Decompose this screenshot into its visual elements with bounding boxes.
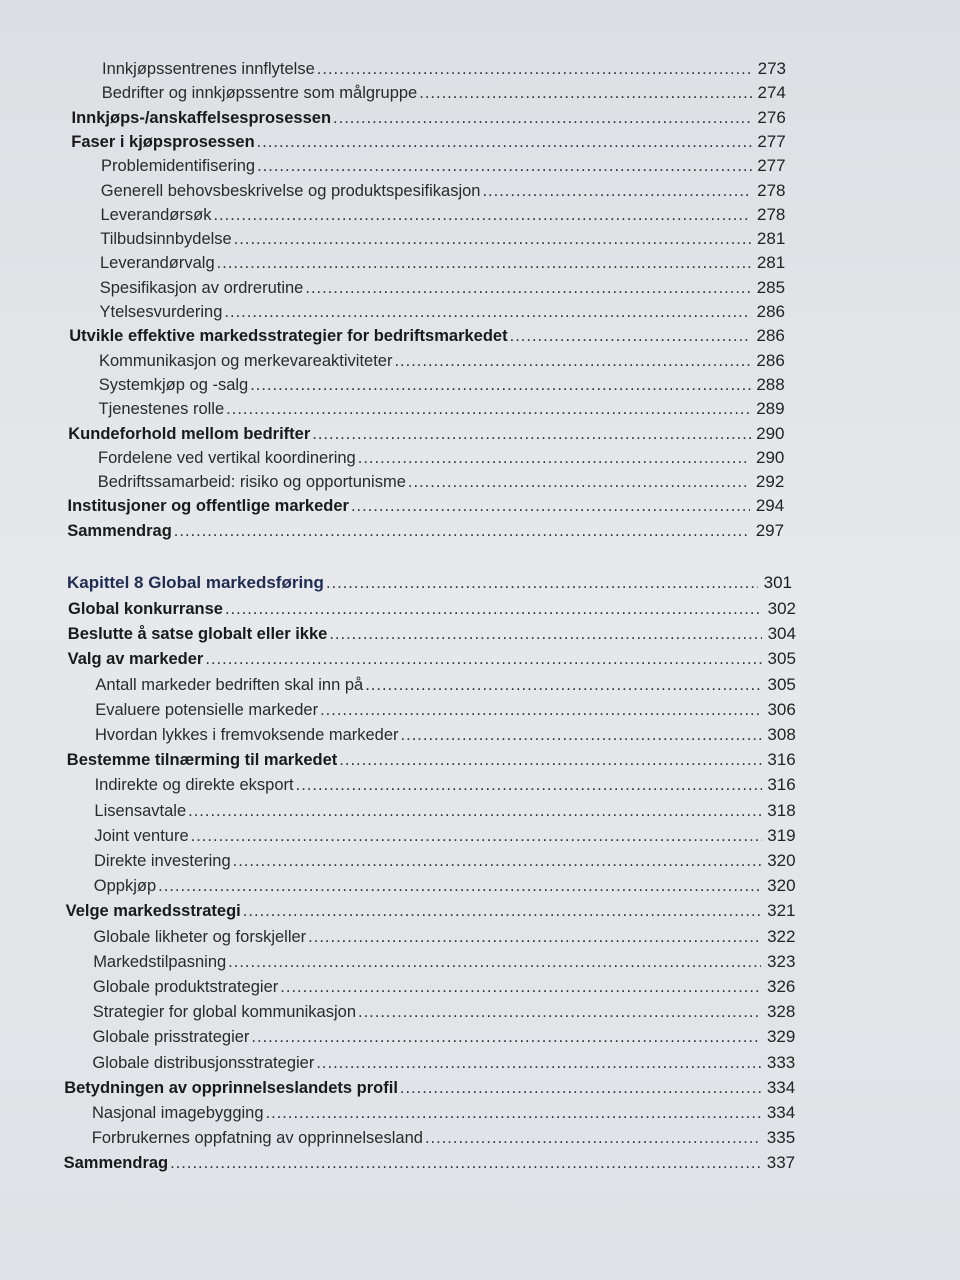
dot-leader — [482, 180, 751, 202]
dot-leader — [224, 301, 751, 323]
dot-leader — [228, 951, 761, 973]
page-number: 326 — [767, 977, 796, 996]
page-number: 301 — [763, 573, 792, 592]
page-number: 320 — [767, 851, 796, 870]
toc-section-entry — [68, 598, 796, 620]
toc-subsection-entry — [93, 976, 795, 998]
entry-title: Tilbudsinnbydelse — [100, 230, 232, 249]
dot-leader — [226, 398, 750, 420]
toc-section-entry — [66, 900, 796, 922]
dot-leader — [316, 1052, 761, 1074]
entry-title: Tjenestenes rolle — [98, 400, 225, 419]
dot-leader — [205, 648, 762, 670]
dot-leader — [233, 850, 762, 872]
toc-subsection-entry — [100, 277, 785, 299]
entry-title: Sammendrag — [63, 1154, 169, 1173]
toc-section-entry — [64, 1077, 795, 1099]
toc-subsection-entry — [99, 374, 785, 396]
dot-leader — [351, 495, 750, 517]
entry-title: Bedrifter og innkjøpssentre som målgruppe — [101, 84, 418, 103]
page-number: 334 — [766, 1103, 796, 1122]
toc-subsection-entry — [93, 1026, 796, 1048]
entry-title: Globale prisstrategier — [92, 1028, 250, 1047]
entry-title: Faser i kjøpsprosessen — [71, 132, 255, 151]
page-number: 318 — [767, 800, 796, 820]
dot-leader — [358, 447, 751, 469]
page-number: 278 — [757, 204, 786, 224]
entry-title: Direkte investering — [94, 852, 231, 870]
toc-subsection-entry — [101, 204, 786, 226]
toc-subsection-entry — [95, 699, 796, 721]
dot-leader — [317, 58, 752, 80]
toc-subsection-entry — [94, 850, 796, 872]
entry-title: Markedstilpasning — [93, 952, 227, 971]
page-number: 308 — [767, 725, 796, 744]
dot-leader — [339, 749, 761, 771]
entry-title: Forbrukernes oppfatning av opprinnelsesland — [91, 1129, 423, 1148]
toc-subsection-entry — [98, 471, 785, 493]
dot-leader — [266, 1102, 762, 1124]
toc-section-entry — [68, 648, 796, 670]
toc-subsection-entry — [101, 180, 786, 202]
page-number: 320 — [767, 876, 796, 896]
dot-leader — [257, 131, 752, 153]
dot-leader — [419, 82, 752, 104]
entry-title: Global konkurranse — [68, 600, 223, 618]
page-number: 286 — [756, 326, 785, 346]
entry-title: Velge markedsstrategi — [65, 902, 241, 921]
entry-title: Joint venture — [94, 826, 189, 845]
page-number: 277 — [757, 156, 786, 176]
dot-leader — [425, 1127, 761, 1149]
page-number: 305 — [767, 649, 796, 669]
dot-leader — [257, 155, 752, 177]
toc-subsection-entry — [95, 774, 796, 796]
page-number: 335 — [766, 1128, 796, 1148]
toc-subsection-entry — [94, 800, 795, 822]
entry-title: Innkjøpssentrenes innflytelse — [102, 60, 315, 78]
page-number: 285 — [756, 277, 786, 297]
toc-subsection-entry — [92, 1127, 795, 1149]
dot-leader — [217, 252, 752, 274]
dot-leader — [296, 774, 762, 796]
toc-section-entry — [69, 325, 785, 347]
entry-title: Sammendrag — [67, 521, 172, 540]
dot-leader — [510, 325, 751, 347]
entry-title: Innkjøps-/anskaffelsesprosessen — [71, 108, 332, 127]
dot-leader — [305, 277, 751, 299]
page-number: 323 — [767, 951, 796, 971]
entry-title: Evaluere potensielle markeder — [95, 700, 319, 719]
dot-leader — [213, 204, 751, 226]
toc-subsection-entry — [98, 447, 784, 469]
dot-leader — [394, 350, 750, 372]
dot-leader — [320, 699, 762, 721]
entry-title: Kapittel 8 Global markedsføring — [67, 573, 324, 592]
toc-section-entry — [72, 107, 786, 129]
page-number: 306 — [767, 699, 796, 719]
toc-section-entry — [64, 1152, 796, 1174]
page-number: 321 — [767, 901, 796, 921]
toc-subsection-entry — [93, 1001, 796, 1023]
entry-title: Leverandørsøk — [100, 205, 212, 224]
page-number: 273 — [757, 59, 786, 78]
toc-subsection-entry — [99, 398, 785, 420]
entry-title: Bestemme tilnærming til markedet — [66, 751, 338, 770]
toc-subsection-entry — [101, 155, 786, 177]
entry-title: Utvikle effektive markedsstrategier for bedriftsmarkedet — [69, 327, 508, 346]
entry-title: Antall markeder bedriften skal inn på — [95, 675, 364, 694]
entry-title: Oppkjøp — [93, 877, 157, 896]
dot-leader — [251, 1026, 761, 1048]
dot-leader — [408, 471, 750, 493]
toc-subsection-entry — [102, 58, 786, 80]
entry-title: Nasjonal imagebygging — [92, 1104, 264, 1122]
entry-title: Strategier for global kommunikasjon — [92, 1003, 357, 1022]
dot-leader — [401, 724, 762, 746]
page-number: 302 — [767, 599, 796, 618]
dot-leader — [250, 374, 750, 396]
entry-title: Leverandørvalg — [100, 254, 215, 273]
entry-title: Fordelene ved vertikal koordinering — [98, 448, 356, 467]
entry-title: Indirekte og direkte eksport — [94, 776, 294, 795]
dot-leader — [280, 976, 761, 998]
chapter-heading — [67, 572, 792, 594]
page-number: 297 — [755, 520, 785, 540]
page-number: 334 — [766, 1077, 796, 1097]
toc-subsection-entry — [93, 926, 795, 948]
page-number: 305 — [767, 674, 796, 694]
page-number: 329 — [766, 1027, 796, 1047]
toc-subsection-entry — [99, 350, 785, 372]
dot-leader — [191, 825, 762, 847]
entry-title: Valg av markeder — [67, 650, 204, 669]
page-number: 286 — [756, 350, 785, 370]
page-number: 292 — [755, 472, 785, 492]
toc-section-entry — [68, 495, 785, 517]
toc-subsection-entry — [100, 301, 786, 323]
dot-leader — [188, 800, 762, 822]
page-number: 333 — [766, 1052, 796, 1072]
entry-title: Systemkjøp og -salg — [98, 375, 249, 394]
dot-leader — [365, 674, 762, 696]
entry-title: Globale distribusjonsstrategier — [92, 1053, 315, 1072]
entry-title: Beslutte å satse globalt eller ikke — [67, 625, 328, 644]
entry-title: Generell behovsbeskrivelse og produktspesifikasjon — [100, 181, 481, 200]
page-number: 290 — [756, 447, 785, 467]
toc-subsection-entry — [95, 724, 796, 746]
dot-leader — [170, 1152, 761, 1174]
dot-leader — [358, 1001, 761, 1023]
page-number: 286 — [756, 302, 785, 321]
toc-section-entry — [68, 623, 796, 645]
toc-section-entry — [67, 749, 796, 771]
page-number: 276 — [757, 107, 786, 127]
entry-title: Hvordan lykkes i fremvoksende markeder — [95, 726, 399, 744]
toc-subsection-entry — [92, 1102, 795, 1124]
dot-leader — [234, 228, 752, 250]
entry-title: Institusjoner og offentlige markeder — [67, 497, 349, 516]
dot-leader — [329, 623, 762, 645]
page-number: 328 — [766, 1002, 796, 1022]
dot-leader — [158, 875, 761, 897]
entry-title: Kommunikasjon og merkevareaktiviteter — [99, 351, 393, 370]
page-number: 294 — [755, 496, 785, 516]
toc-subsection-entry — [100, 228, 785, 250]
entry-title: Betydningen av opprinnelseslandets profil — [64, 1078, 398, 1097]
toc-section-entry — [67, 520, 784, 542]
dot-leader — [312, 423, 750, 445]
page-number: 316 — [767, 775, 796, 795]
toc-subsection-entry — [93, 951, 795, 973]
page-number: 304 — [767, 624, 796, 644]
dot-leader — [308, 926, 761, 948]
page-number: 319 — [767, 825, 796, 845]
page-number: 278 — [757, 180, 786, 200]
entry-title: Globale produktstrategier — [93, 978, 279, 996]
page-number: 290 — [756, 423, 785, 443]
page-number: 274 — [757, 83, 786, 103]
toc-subsection-entry — [102, 82, 786, 104]
toc-subsection-entry — [92, 1052, 795, 1074]
dot-leader — [326, 572, 758, 594]
entry-title: Spesifikasjon av ordrerutine — [99, 278, 304, 297]
entry-title: Problemidentifisering — [101, 157, 256, 176]
page-number: 337 — [766, 1153, 796, 1173]
page-number: 277 — [757, 131, 786, 151]
toc-subsection-entry — [100, 252, 785, 274]
page-number: 281 — [756, 229, 786, 249]
entry-title: Kundeforhold mellom bedrifter — [68, 424, 311, 443]
page-number: 288 — [756, 374, 785, 394]
toc-subsection-entry — [94, 825, 795, 847]
dot-leader — [400, 1077, 761, 1099]
toc-subsection-entry — [95, 674, 795, 696]
dot-leader — [174, 520, 750, 542]
dot-leader — [333, 107, 752, 129]
page-number: 281 — [756, 253, 786, 273]
page-number: 289 — [756, 399, 785, 419]
entry-title: Globale likheter og forskjeller — [93, 927, 307, 946]
toc-subsection-entry — [94, 875, 796, 897]
dot-leader — [243, 900, 762, 922]
entry-title: Ytelsesvurdering — [99, 303, 223, 321]
toc-section-entry — [71, 131, 785, 153]
entry-title: Lisensavtale — [94, 801, 187, 820]
dot-leader — [225, 598, 762, 620]
page-number: 322 — [767, 926, 796, 946]
toc-section-entry — [68, 423, 784, 445]
entry-title: Bedriftssamarbeid: risiko og opportunisme — [97, 473, 406, 492]
page-number: 316 — [767, 750, 796, 770]
